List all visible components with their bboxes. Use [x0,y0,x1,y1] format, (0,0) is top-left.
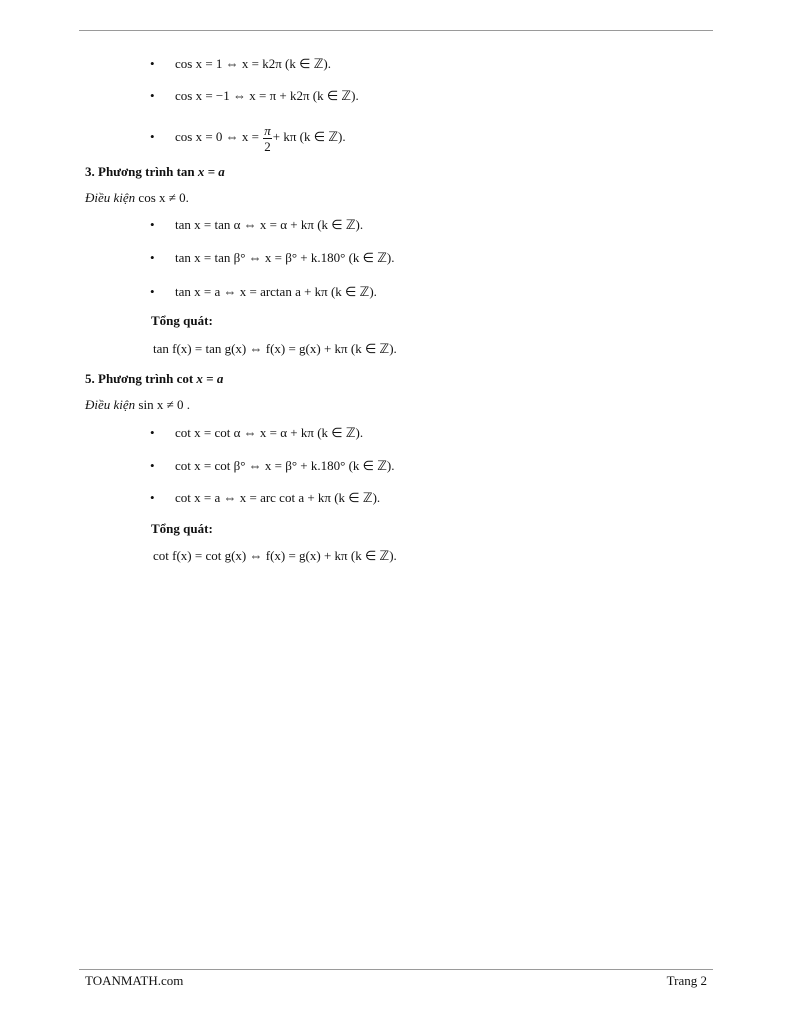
general-label-tan: Tổng quát: [151,313,213,328]
footer-rule [79,969,713,970]
tan-bullet-2 [150,249,395,267]
tan-bullet-1 [150,216,363,234]
general-label-cot: Tổng quát: [151,521,213,536]
formula-text: cos x = −1 ⇔ x = π + k2π (k ∈ ℤ). [175,88,359,103]
cot-bullet-2 [150,457,395,475]
bullet-icon: • [150,250,155,265]
cot-bullet-1 [150,424,363,442]
condition-label: Điều kiện [85,397,136,412]
bullet-icon: • [150,425,155,440]
fraction [263,123,272,154]
tan-bullet-3 [150,283,377,301]
fraction-numerator: π [264,122,271,138]
heading-text: 3. Phương trình tan [85,164,198,179]
formula-text: cot x = cot β° ⇔ x = β° + k.180° (k ∈ ℤ). [175,458,395,473]
formula-text: tan x = tan β° ⇔ x = β° + k.180° (k ∈ ℤ). [175,250,395,265]
formula-text: cot x = a ⇔ x = arc cot a + kπ (k ∈ ℤ). [175,490,381,505]
general-formula-cot: cot f(x) = cot g(x) ⇔ f(x) = g(x) + kπ (k ∈ ℤ). [153,548,397,563]
section-heading-cot [85,370,223,388]
condition-expr: sin x ≠ 0 . [135,397,190,412]
formula-text: cos x = 1 ⇔ x = k2π (k ∈ ℤ). [175,56,331,71]
header-rule [79,30,713,31]
condition-label: Điều kiện [85,190,136,205]
bullet-icon: • [150,88,155,103]
footer-site: TOANMATH.com [85,973,184,988]
formula-rhs: + kπ (k ∈ ℤ). [272,129,346,144]
bullet-icon: • [150,129,155,144]
general-formula-tan: tan f(x) = tan g(x) ⇔ f(x) = g(x) + kπ (k ∈ ℤ). [153,341,397,356]
heading-variable: x = a [197,164,225,179]
heading-variable: x = a [196,371,224,386]
formula-lhs: cos x = 0 ⇔ x = [175,129,263,144]
cos-special-1 [150,55,331,73]
formula-text: tan x = a ⇔ x = arctan a + kπ (k ∈ ℤ). [175,284,377,299]
bullet-icon: • [150,56,155,71]
cos-special-2 [150,87,359,105]
bullet-icon: • [150,217,155,232]
condition-tan [85,189,189,207]
bullet-icon: • [150,490,155,505]
formula-text: tan x = tan α ⇔ x = α + kπ (k ∈ ℤ). [175,217,364,232]
heading-text: 5. Phương trình cot [85,371,197,386]
footer-page-number: Trang 2 [666,973,707,988]
cot-bullet-3 [150,489,380,507]
bullet-icon: • [150,458,155,473]
bullet-icon: • [150,284,155,299]
formula-text: cot x = cot α ⇔ x = α + kπ (k ∈ ℤ). [175,425,364,440]
condition-cot [85,396,190,414]
section-heading-tan [85,163,225,181]
fraction-denominator: 2 [264,138,271,154]
cos-special-3 [150,120,346,154]
condition-expr: cos x ≠ 0. [135,190,189,205]
